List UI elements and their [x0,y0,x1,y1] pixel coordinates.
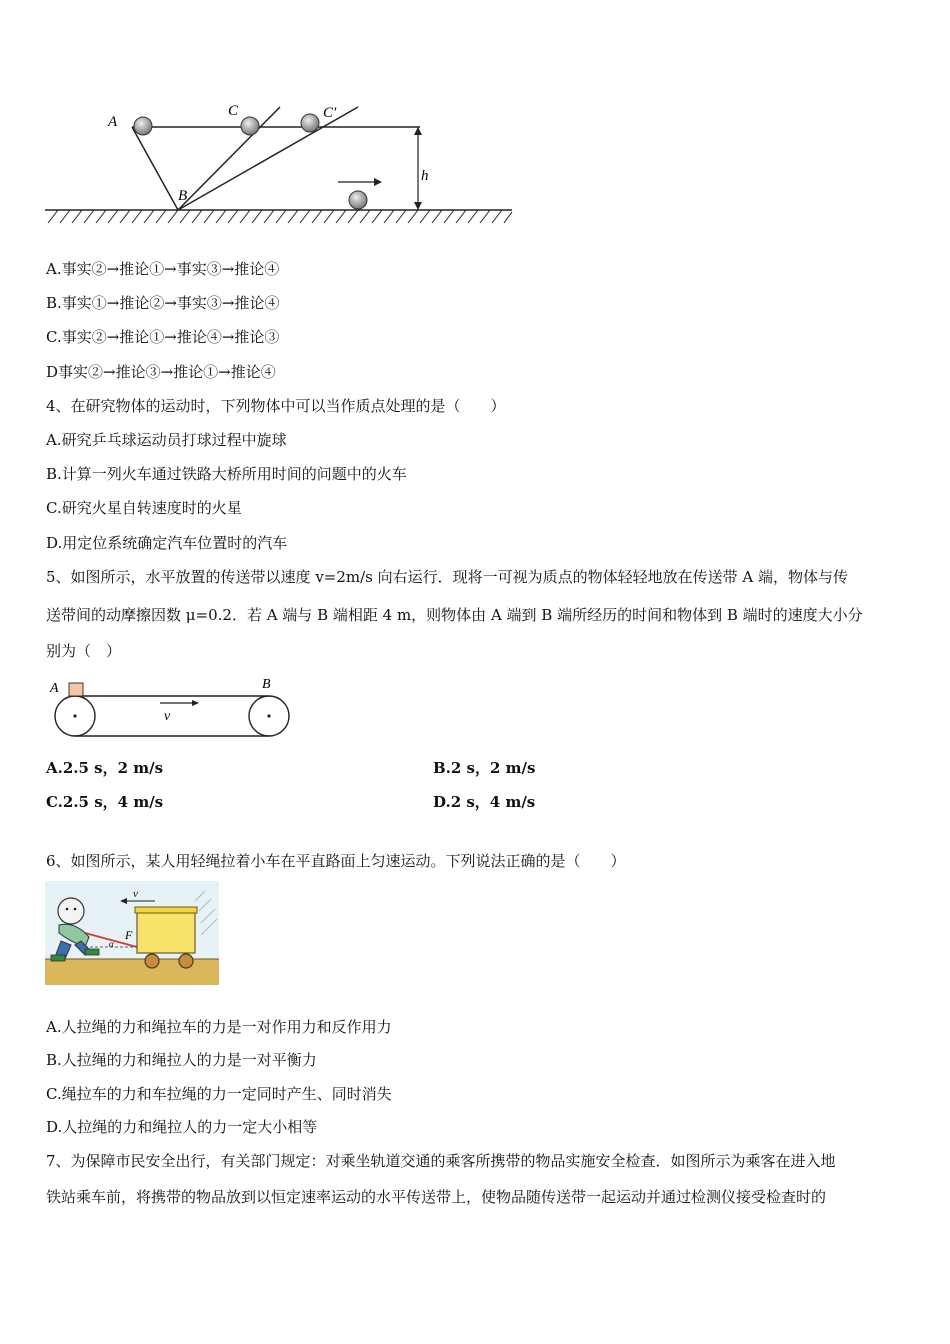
q6-option-d: D.人拉绳的力和绳拉人的力一定大小相等 [46,1118,318,1136]
label-A: A [108,114,118,130]
inclined-plane-figure [40,95,520,230]
cart-wheel-right [179,954,193,968]
q4-option-b: B.计算一列火车通过铁路大桥所用时间的问题中的火车 [46,465,407,483]
label-F: F [125,928,133,942]
q6-stem: 6、如图所示，某人用轻绳拉着小车在平直路面上匀速运动。下列说法正确的是（ ） [46,852,626,870]
ball-A [134,117,152,135]
label-C: C [228,103,239,119]
q3-option-b: B.事实①→推论②→事实③→推论④ [46,294,280,312]
label-C-prime: C′ [323,105,337,121]
q5-stem-line-2: 送带间的动摩擦因数 μ=0.2．若 A 端与 B 端相距 4 m，则物体由 A 端到 B 端所经历的时间和物体到 B 端时的速度大小分 [46,606,863,624]
q4-option-d: D.用定位系统确定汽车位置时的汽车 [46,534,288,552]
label-v: v [133,888,138,900]
ball-C-prime [301,114,319,132]
q5-option-d: D.2 s，4 m/s [433,793,536,811]
q5-option-a: A.2.5 s，2 m/s [46,759,164,777]
q7-stem-line-2: 铁站乘车前，将携带的物品放到以恒定速率运动的水平传送带上，使物品随传送带一起运动并通过检测仪接受检查时的 [46,1188,827,1206]
q6-option-a: A.人拉绳的力和绳拉车的力是一对作用力和反作用力 [46,1018,392,1036]
q3-option-a: A.事实②→推论①→事实③→推论④ [46,260,280,278]
label-B: B [262,677,271,692]
q7-stem-line-1: 7、为保障市民安全出行，有关部门规定：对乘坐轨道交通的乘客所携带的物品实施安全检查．如图所示为乘客在进入地 [46,1152,836,1170]
q6-option-b: B.人拉绳的力和绳拉人的力是一对平衡力 [46,1051,317,1069]
cart-body [137,911,195,953]
ball-ground [349,191,367,209]
q5-stem-line-1: 5、如图所示，水平放置的传送带以速度 v=2m/s 向右运行．现将一可视为质点的物体轻轻地放在传送带 A 端，物体与传 [46,568,849,586]
q5-option-c: C.2.5 s，4 m/s [46,793,164,811]
q3-option-d: D事实②→推论③→推论①→推论④ [46,363,276,381]
ball-C [241,117,259,135]
label-B: B [178,188,188,204]
q4-stem: 4、在研究物体的运动时，下列物体中可以当作质点处理的是（ ） [46,397,506,415]
q4-option-a: A.研究乒乓球运动员打球过程中旋球 [46,431,287,449]
velocity-arrow-icon [192,700,199,706]
motion-arrow-icon [374,178,382,186]
person-pulling-cart-figure [45,881,219,985]
ground-hatching [48,210,512,223]
q3-option-c: C.事实②→推论①→推论④→推论③ [46,328,280,346]
label-A: A [50,681,59,696]
q6-option-c: C.绳拉车的力和车拉绳的力一定同时产生、同时消失 [46,1085,392,1103]
block-on-belt [69,683,83,696]
q5-option-b: B.2 s，2 m/s [433,759,536,777]
label-alpha: α [109,939,114,949]
q5-stem-line-3: 别为（ ） [46,642,122,660]
label-h: h [421,168,429,184]
label-v: v [164,709,171,724]
cart-wheel-left [145,954,159,968]
conveyor-belt-figure [40,672,300,744]
q4-option-c: C.研究火星自转速度时的火星 [46,499,242,517]
person-head [58,898,84,924]
